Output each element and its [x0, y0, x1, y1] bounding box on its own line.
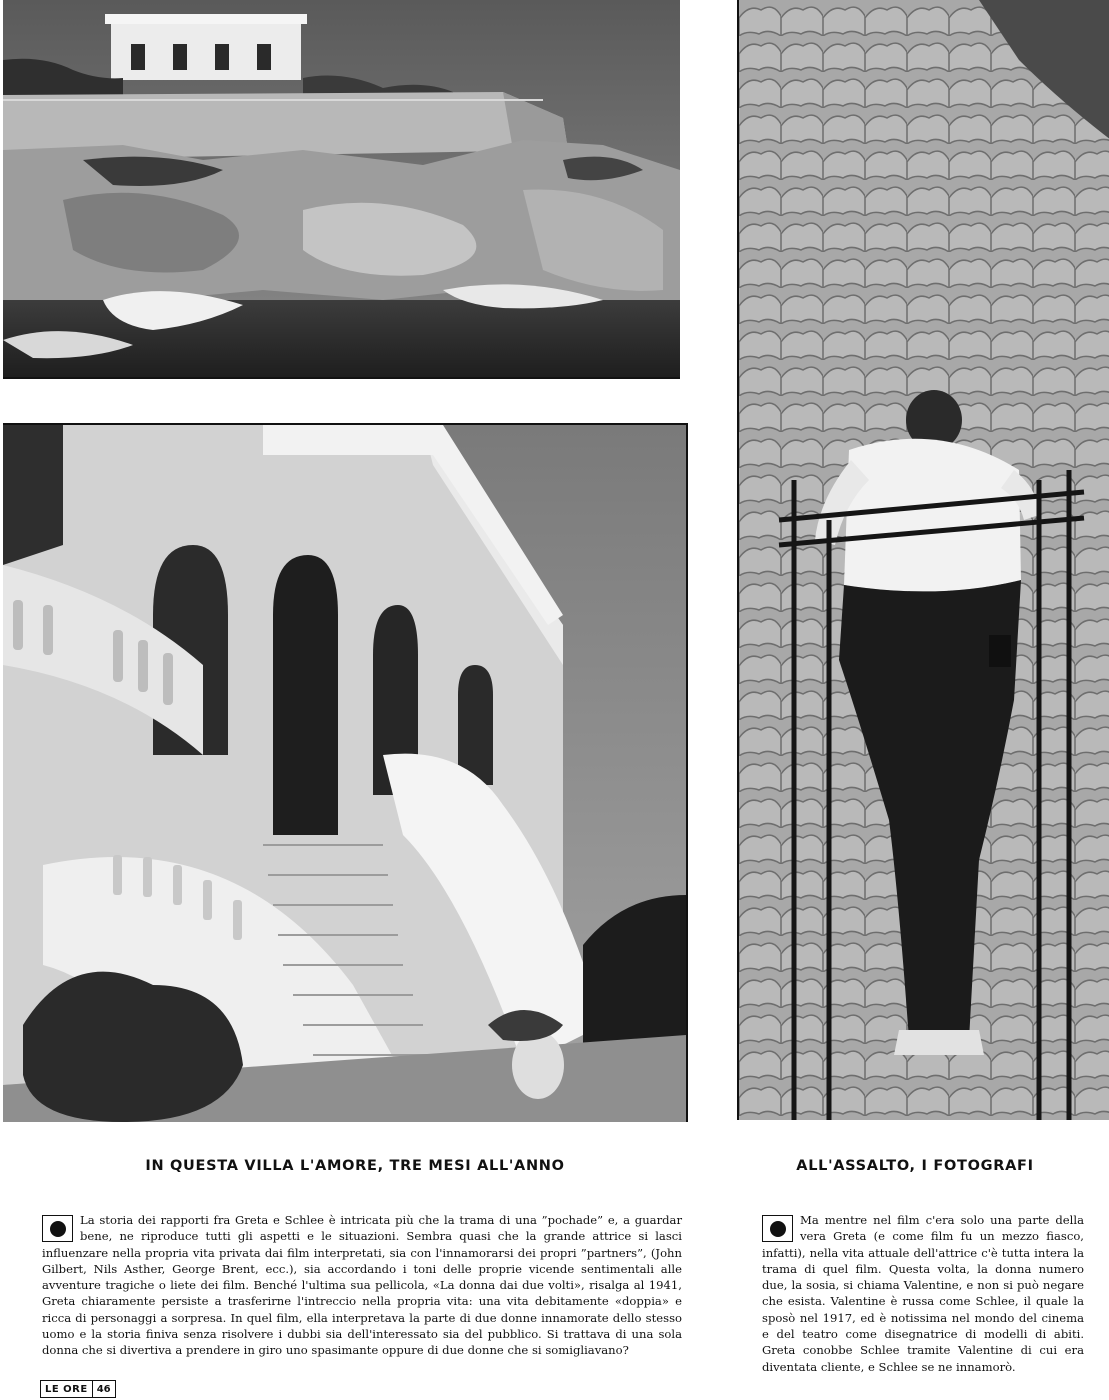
article-left-text: La storia dei rapporti fra Greta e Schlee è intricata più che la trama di una ”pochade” e, a guardar bene, ne riproduce tutti gli aspetti e le situazioni. Sembra quasi che la grande attrice si lasci influenzare nella propria vita privata dai film interpretati, sia con l'innamorarsi dei propri ”partners”, (John Gilbert, Nils Asther, George Brent, ecc.), sia accordando i toni delle proprie vicende sentimentali alle avventure tragiche o liete dei film. Benché l'ultima sua pellicola, «La donna dai due volti», risalga al 1941, Greta chiaramente persiste a trasferirne l'intreccio nella propria vita: una vita debitamente «doppia» e ricca di personaggi a sorpresa. In quel film, ella interpretava la parte di due donne innamorate dello stesso uomo e la storia finiva senza risolvere i dubbi sia dell'interessato sia del pubblico. Si trattava di una sola donna che si divertiva a prendere in giro uno spasimante oppure di due donne che si somigliavano?	[42, 1213, 682, 1358]
magazine-name: LE ORE	[40, 1380, 93, 1398]
caption-villa: IN QUESTA VILLA L'AMORE, TRE MESI ALL'ANNO	[145, 1158, 565, 1174]
photo-photographer-climbing-gate	[737, 0, 1109, 1120]
bullet-marker-icon	[42, 1215, 73, 1242]
article-right-text: Ma mentre nel film c'era solo una parte della vera Greta (e come film fu un mezzo fiasco, infatti), nella vita attuale dell'attrice c'è tutta intera la trama di quel film. Questa volta, la donna numero due, la sosia, si chiama Valentine, e non si può negare che esista. Valentine è russa come Schlee, il quale la sposò nel 1917, ed è notissima nel mondo del cinema e del teatro come disegnatrice di modelli di abiti. Greta conobbe Schlee tramite Valentine di cui era diventata cliente, e Schlee se ne innamorò.	[762, 1213, 1084, 1374]
photo-villa-on-coast	[3, 0, 680, 379]
bullet-marker-icon	[762, 1215, 793, 1242]
article-left-column	[42, 1212, 682, 1359]
page-folio	[40, 1380, 116, 1398]
caption-photographers: ALL'ASSALTO, I FOTOGRAFI	[796, 1158, 1034, 1174]
article-right-column	[762, 1212, 1084, 1375]
page-number: 46	[93, 1380, 116, 1398]
photo-villa-staircase	[3, 423, 688, 1122]
